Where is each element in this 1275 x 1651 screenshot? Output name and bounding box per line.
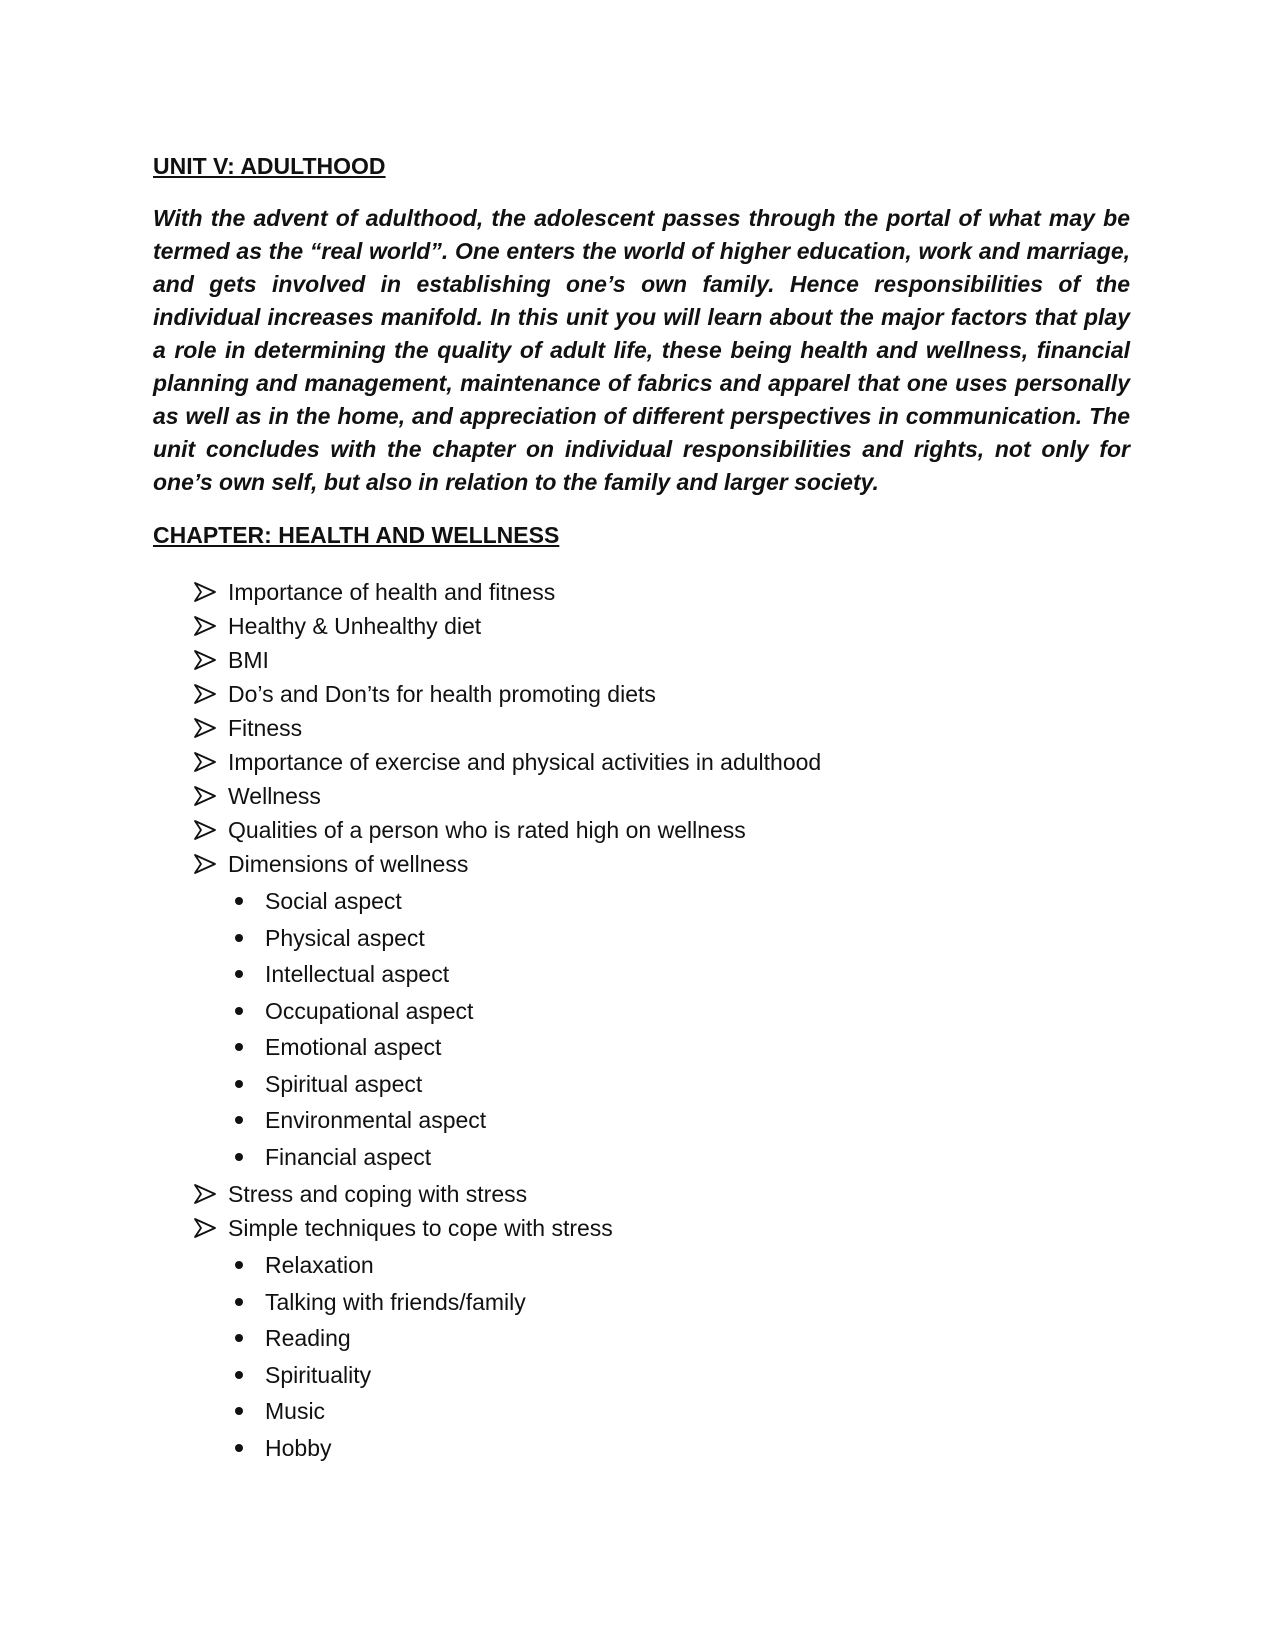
chapter-title: CHAPTER: HEALTH AND WELLNESS <box>153 522 560 548</box>
wellness-dimension-item: Emotional aspect <box>228 1029 1130 1066</box>
arrow-bullet-icon <box>193 745 217 779</box>
bullet-dot-icon <box>235 1298 243 1306</box>
topic-item <box>193 1211 1130 1466</box>
arrow-bullet-icon <box>193 711 217 745</box>
wellness-dimensions-list <box>228 883 1130 1175</box>
wellness-dimension-item: Environmental aspect <box>228 1102 1130 1139</box>
bullet-dot-icon <box>235 1080 243 1088</box>
topic-item <box>193 643 1130 677</box>
document-page <box>153 150 1130 1468</box>
bullet-dot-icon <box>235 970 243 978</box>
topic-label: Stress and coping with stress <box>228 1181 528 1207</box>
topic-label: Do’s and Don’ts for health promoting diets <box>228 681 656 707</box>
stress-techniques-list <box>228 1247 1130 1466</box>
topic-label: Fitness <box>228 715 303 741</box>
arrow-bullet-icon <box>193 575 217 609</box>
unit-introduction: With the advent of adulthood, the adolescent passes through the portal of what may be termed as the “real world”. One enters the world of higher education, work and marriage, and gets involved in establishing one’s own family. Hence responsibilities of the individual increases manifold. In this unit you will learn about the major factors that play a role in determining the quality of adult life, these being health and wellness, financial planning and management, maintenance of fabrics and apparel that one uses personally as well as in the home, and appreciation of different perspectives in communication. The unit concludes with the chapter on individual responsibilities and rights, not only for one’s own self, but also in relation to the family and larger society. <box>153 205 1130 495</box>
topic-label: Importance of health and fitness <box>228 579 556 605</box>
topic-item <box>193 745 1130 779</box>
arrow-bullet-icon <box>193 1211 217 1245</box>
stress-technique-item: Reading <box>228 1320 1130 1357</box>
arrow-bullet-icon <box>193 677 217 711</box>
bullet-dot-icon <box>235 934 243 942</box>
topic-label: Healthy & Unhealthy diet <box>228 613 482 639</box>
stress-technique-item: Music <box>228 1393 1130 1430</box>
topic-item <box>193 847 1130 1175</box>
topic-label: Importance of exercise and physical activities in adulthood <box>228 749 822 775</box>
bullet-dot-icon <box>235 1153 243 1161</box>
bullet-dot-icon <box>235 1444 243 1452</box>
bullet-dot-icon <box>235 1116 243 1124</box>
topic-label: BMI <box>228 647 269 673</box>
arrow-bullet-icon <box>193 643 217 677</box>
arrow-bullet-icon <box>193 847 217 881</box>
wellness-dimension-item: Spiritual aspect <box>228 1066 1130 1103</box>
topic-item <box>193 575 1130 609</box>
bullet-dot-icon <box>235 1371 243 1379</box>
topic-label: Dimensions of wellness <box>228 851 469 877</box>
unit-title: UNIT V: ADULTHOOD <box>153 153 386 179</box>
topic-item <box>193 779 1130 813</box>
stress-technique-item: Talking with friends/family <box>228 1284 1130 1321</box>
stress-technique-item: Spirituality <box>228 1357 1130 1394</box>
topic-item <box>193 609 1130 643</box>
bullet-dot-icon <box>235 1261 243 1269</box>
bullet-dot-icon <box>235 1007 243 1015</box>
wellness-dimension-item: Physical aspect <box>228 920 1130 957</box>
bullet-dot-icon <box>235 897 243 905</box>
arrow-bullet-icon <box>193 779 217 813</box>
topic-item <box>193 813 1130 847</box>
bullet-dot-icon <box>235 1334 243 1342</box>
topic-label: Wellness <box>228 783 321 809</box>
arrow-bullet-icon <box>193 1177 217 1211</box>
topic-label: Qualities of a person who is rated high on wellness <box>228 817 746 843</box>
topic-item <box>193 677 1130 711</box>
wellness-dimension-item: Social aspect <box>228 883 1130 920</box>
stress-technique-item: Relaxation <box>228 1247 1130 1284</box>
topic-item <box>193 711 1130 745</box>
topic-item <box>193 1177 1130 1211</box>
wellness-dimension-item: Financial aspect <box>228 1139 1130 1176</box>
wellness-dimension-item: Occupational aspect <box>228 993 1130 1030</box>
arrow-bullet-icon <box>193 813 217 847</box>
topic-label: Simple techniques to cope with stress <box>228 1215 613 1241</box>
bullet-dot-icon <box>235 1407 243 1415</box>
arrow-bullet-icon <box>193 609 217 643</box>
wellness-dimension-item: Intellectual aspect <box>228 956 1130 993</box>
stress-technique-item: Hobby <box>228 1430 1130 1467</box>
topic-list <box>153 575 1130 1466</box>
bullet-dot-icon <box>235 1043 243 1051</box>
